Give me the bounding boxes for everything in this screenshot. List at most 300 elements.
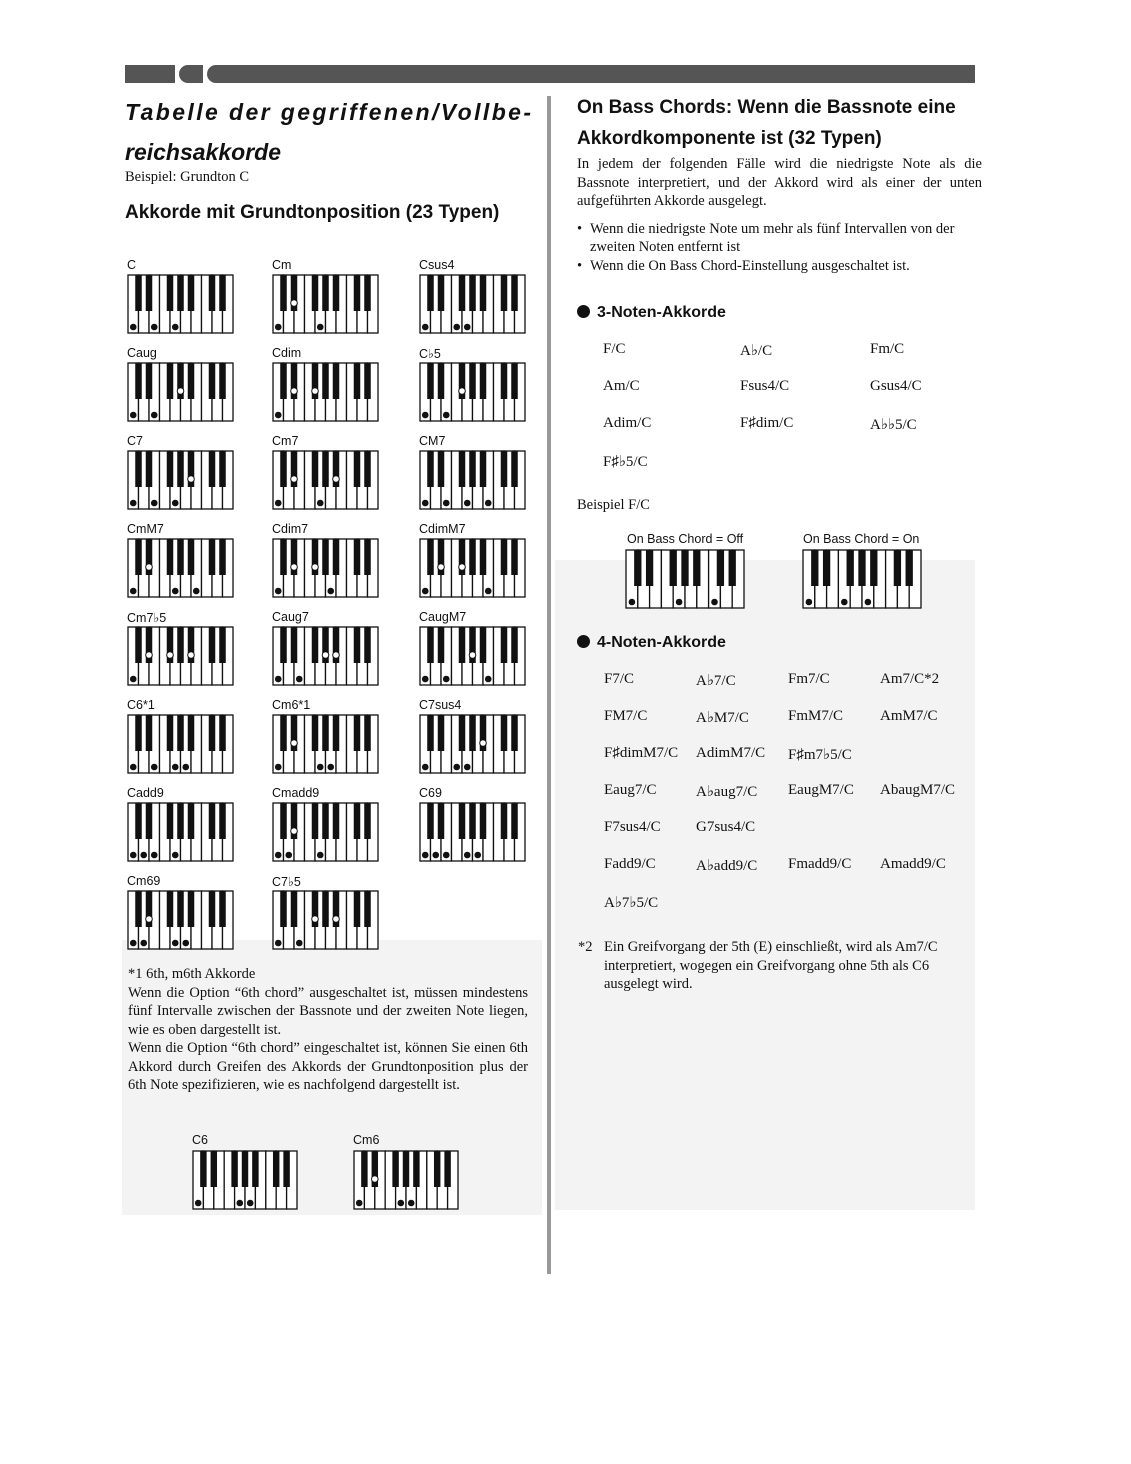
note-marker [327, 764, 334, 771]
black-key [312, 803, 319, 839]
note-marker [167, 652, 174, 659]
black-key [427, 275, 434, 311]
chord-diagram [127, 714, 234, 774]
note-marker [182, 764, 189, 771]
black-key [681, 550, 688, 586]
note-marker [422, 324, 429, 331]
black-key [438, 275, 445, 311]
note-marker [333, 916, 340, 923]
four-note-chord: A♭7/C [696, 673, 736, 689]
black-key [188, 803, 195, 839]
black-key [146, 451, 153, 487]
note-marker [312, 564, 319, 571]
black-key [364, 363, 371, 399]
black-key [135, 627, 142, 663]
four-note-chord: Amadd9/C [880, 856, 946, 872]
note-marker [443, 500, 450, 507]
note-marker [480, 740, 487, 747]
black-key [717, 550, 724, 586]
bass-example-diagram [802, 549, 922, 609]
note-marker [188, 476, 195, 483]
note-marker [130, 500, 137, 507]
note-marker [356, 1200, 363, 1207]
black-key [438, 627, 445, 663]
three-note-chord: F/C [603, 341, 626, 357]
black-key [167, 715, 174, 751]
four-note-chord: AbaugM7/C [880, 782, 955, 798]
black-key [501, 803, 508, 839]
black-key [427, 803, 434, 839]
chord-label: Cdim [272, 346, 302, 360]
black-key [280, 539, 287, 575]
note-marker [296, 940, 303, 947]
four-note-chord: A♭M7/C [696, 710, 749, 726]
black-key [188, 275, 195, 311]
black-key [135, 363, 142, 399]
black-key [188, 363, 195, 399]
chord-keyboard [127, 626, 234, 686]
note-marker [151, 764, 158, 771]
footnote-1-text-1: Wenn die Option “6th chord” ausgeschaltet ist, müssen mindestens fünf Intervalle zwischen der Bassnote und der zweiten Note liegen, wie es oben dargestellt ist. [128, 984, 528, 1038]
black-key [511, 803, 518, 839]
black-key [280, 891, 287, 927]
note-marker [193, 588, 200, 595]
black-key [354, 891, 361, 927]
chord-label: Caug [127, 346, 157, 360]
black-key [146, 363, 153, 399]
note-marker [275, 588, 282, 595]
four-note-chord: AdimM7/C [696, 745, 766, 761]
note-marker [676, 599, 683, 606]
footnote-2-label: *2 [578, 939, 593, 955]
black-key [906, 550, 913, 586]
black-key [322, 803, 329, 839]
chord-keyboard [419, 714, 526, 774]
note-marker [464, 324, 471, 331]
black-key [333, 715, 340, 751]
chord-keyboard [419, 274, 526, 334]
note-marker [275, 324, 282, 331]
black-key [811, 550, 818, 586]
sixth-chord-keyboard [192, 1150, 298, 1210]
note-marker [291, 564, 298, 571]
note-marker [438, 564, 445, 571]
sixth-chord-diagram [192, 1150, 298, 1210]
note-marker [398, 1200, 405, 1207]
note-marker [322, 652, 329, 659]
four-note-chord: F♯dimM7/C [604, 745, 679, 761]
black-key [354, 803, 361, 839]
chord-label: CaugM7 [419, 610, 467, 624]
note-marker [459, 564, 466, 571]
chord-keyboard [127, 890, 234, 950]
black-key [146, 275, 153, 311]
footnote-1-text-2: Wenn die Option “6th chord” eingeschaltet ist, können Sie einen 6th Akkord durch Greifen des Akkords der Grundtonposition plus der 6th Note spezifizieren, wie es nachfolgend dargestellt ist. [128, 1040, 528, 1093]
black-key [280, 627, 287, 663]
chord-keyboard [127, 274, 234, 334]
note-marker [172, 324, 179, 331]
four-note-chord: F♯m7♭5/C [788, 747, 852, 763]
chord-label: Cm69 [127, 874, 161, 888]
black-key [354, 451, 361, 487]
chord-label: Cm6*1 [272, 698, 311, 712]
black-key [438, 715, 445, 751]
four-note-chord: FmM7/C [788, 708, 844, 724]
note-marker [453, 764, 460, 771]
chord-keyboard [419, 538, 526, 598]
note-marker [285, 852, 292, 859]
four-note-chord: F7sus4/C [604, 819, 661, 835]
black-key [511, 363, 518, 399]
note-marker [140, 940, 147, 947]
note-marker [865, 599, 872, 606]
note-marker [443, 676, 450, 683]
note-marker [317, 852, 324, 859]
note-marker [130, 852, 137, 859]
note-marker [151, 412, 158, 419]
bass-off-label: On Bass Chord = Off [627, 532, 744, 546]
black-key [177, 891, 184, 927]
header-bar [125, 65, 975, 83]
black-key [167, 275, 174, 311]
note-marker [275, 412, 282, 419]
four-note-chord: A♭7♭5/C [604, 895, 659, 911]
chord-keyboard [419, 362, 526, 422]
note-marker [195, 1200, 202, 1207]
black-key [333, 275, 340, 311]
note-marker [317, 500, 324, 507]
chord-diagram [127, 626, 234, 686]
black-key [501, 715, 508, 751]
black-key [177, 803, 184, 839]
black-key [438, 363, 445, 399]
chord-label: C69 [419, 786, 442, 800]
note-marker [182, 940, 189, 947]
note-marker [275, 764, 282, 771]
note-marker [151, 500, 158, 507]
chord-diagram [272, 890, 379, 950]
black-key [364, 539, 371, 575]
black-key [501, 627, 508, 663]
bullet-item-2: • Wenn die On Bass Chord-Einstellung ausgeschaltet ist. [577, 257, 982, 276]
chord-label: Cm7 [272, 434, 299, 448]
black-key [823, 550, 830, 586]
bullet-list [577, 220, 982, 276]
black-key [211, 1151, 217, 1187]
black-key [283, 1151, 289, 1187]
on-bass-heading-line-2: Akkordkomponente ist (32 Typen) [577, 128, 882, 149]
footnote-1 [128, 965, 528, 1095]
black-key [364, 891, 371, 927]
black-key [469, 539, 476, 575]
black-key [392, 1151, 398, 1187]
chord-keyboard [419, 802, 526, 862]
black-key [427, 715, 434, 751]
black-key [670, 550, 677, 586]
chord-keyboard [127, 450, 234, 510]
right-shade [555, 560, 975, 1210]
chord-label: Cadd9 [127, 786, 164, 800]
note-marker [188, 652, 195, 659]
right-column [577, 92, 982, 275]
black-key [209, 803, 216, 839]
black-key [469, 715, 476, 751]
black-key [729, 550, 736, 586]
sixth-chord-label: C6 [192, 1133, 208, 1147]
bass-example-diagram [625, 549, 745, 609]
four-note-chord: Am7/C*2 [880, 671, 940, 687]
black-key [177, 627, 184, 663]
note-marker [130, 940, 137, 947]
note-marker [291, 740, 298, 747]
four-note-heading [577, 634, 726, 652]
chord-keyboard [419, 450, 526, 510]
chord-diagram [419, 714, 526, 774]
note-marker [464, 852, 471, 859]
note-marker [485, 588, 492, 595]
black-key [847, 550, 854, 586]
black-key [135, 275, 142, 311]
black-key [188, 539, 195, 575]
black-key [501, 363, 508, 399]
black-key [135, 891, 142, 927]
title-line-1: Tabelle der gegriffenen/Vollbe- [125, 99, 534, 125]
black-key [444, 1151, 450, 1187]
note-marker [146, 564, 153, 571]
black-key [459, 627, 466, 663]
note-marker [629, 599, 636, 606]
black-key [209, 891, 216, 927]
black-key [219, 363, 226, 399]
black-key [354, 275, 361, 311]
chord-diagram [127, 890, 234, 950]
black-key [209, 627, 216, 663]
note-marker [317, 764, 324, 771]
three-note-chord: F♯dim/C [740, 415, 794, 431]
black-key [188, 715, 195, 751]
intro-text: In jedem der folgenden Fälle wird die niedrigste Note als die Bassnote interpretiert, und der Akkord wird als einer der unten aufgeführten Akkorde ausgelegt. [577, 156, 982, 209]
black-key [434, 1151, 440, 1187]
bullet-dot-icon [577, 305, 590, 318]
four-note-chord: AmM7/C [880, 708, 938, 724]
black-key [427, 451, 434, 487]
note-marker [146, 652, 153, 659]
black-key [364, 803, 371, 839]
bullet-dot-icon [577, 635, 590, 648]
black-key [312, 275, 319, 311]
note-marker [130, 412, 137, 419]
chord-label: C6*1 [127, 698, 155, 712]
black-key [354, 715, 361, 751]
chord-diagram [127, 538, 234, 598]
three-note-chord: Adim/C [603, 415, 652, 431]
chord-label: CmM7 [127, 522, 164, 536]
black-key [146, 715, 153, 751]
black-key [427, 363, 434, 399]
chord-diagram [272, 450, 379, 510]
chord-label: C [127, 258, 137, 272]
note-marker [237, 1200, 244, 1207]
note-marker [408, 1200, 415, 1207]
note-marker [711, 599, 718, 606]
black-key [167, 539, 174, 575]
note-marker [422, 588, 429, 595]
black-key [219, 803, 226, 839]
note-marker [172, 940, 179, 947]
footnote-2-text: Ein Greifvorgang der 5th (E) einschließt, wird als Am7/C interpretiert, wogegen ein Greifvorgang ohne 5th als C6 ausgelegt wird. [604, 939, 938, 992]
chord-keyboard [419, 626, 526, 686]
section-heading: Akkorde mit Grundtonposition (23 Typen) [125, 201, 500, 223]
chord-diagram [127, 362, 234, 422]
note-marker [172, 852, 179, 859]
sixth-chord-label: Cm6 [353, 1133, 380, 1147]
note-marker [464, 500, 471, 507]
note-marker [151, 324, 158, 331]
black-key [501, 451, 508, 487]
title-line-2: reichsakkorde [125, 139, 281, 165]
black-key [894, 550, 901, 586]
note-marker [841, 599, 848, 606]
three-note-chord: Fm/C [870, 341, 905, 357]
black-key [511, 627, 518, 663]
black-key [200, 1151, 206, 1187]
black-key [135, 451, 142, 487]
chord-label: Cdim7 [272, 522, 309, 536]
note-marker [291, 388, 298, 395]
chord-diagram [272, 538, 379, 598]
black-key [364, 451, 371, 487]
black-key [167, 363, 174, 399]
black-key [693, 550, 700, 586]
chord-keyboard [127, 802, 234, 862]
four-note-heading-text: 4-Noten-Akkorde [597, 634, 726, 651]
black-key [209, 451, 216, 487]
note-marker [443, 852, 450, 859]
black-key [219, 627, 226, 663]
black-key [427, 539, 434, 575]
four-note-chord: G7sus4/C [696, 819, 756, 835]
black-key [364, 627, 371, 663]
chord-keyboard [272, 802, 379, 862]
note-marker [422, 412, 429, 419]
chord-diagram [272, 714, 379, 774]
chord-diagram [419, 802, 526, 862]
note-marker [172, 588, 179, 595]
footnote-2 [578, 938, 978, 994]
chord-label: Caug7 [272, 610, 309, 624]
note-marker [275, 940, 282, 947]
black-key [354, 363, 361, 399]
four-note-chord: Fm7/C [788, 671, 830, 687]
note-marker [422, 764, 429, 771]
black-key [333, 363, 340, 399]
chord-diagram [272, 802, 379, 862]
black-key [427, 627, 434, 663]
black-key [354, 627, 361, 663]
note-marker [333, 652, 340, 659]
page-title [125, 92, 535, 172]
chord-diagram [419, 450, 526, 510]
note-marker [485, 676, 492, 683]
black-key [135, 715, 142, 751]
chord-keyboard [272, 626, 379, 686]
black-key [646, 550, 653, 586]
note-marker [432, 852, 439, 859]
black-key [870, 550, 877, 586]
chord-label: C7sus4 [419, 698, 462, 712]
three-note-chord: A♭♭5/C [870, 417, 917, 433]
black-key [291, 891, 298, 927]
black-key [469, 363, 476, 399]
note-marker [296, 676, 303, 683]
sixth-chord-keyboard [353, 1150, 459, 1210]
four-note-chord: A♭add9/C [696, 858, 758, 874]
note-marker [172, 764, 179, 771]
note-marker [422, 676, 429, 683]
black-key [459, 715, 466, 751]
black-key [280, 275, 287, 311]
black-key [403, 1151, 409, 1187]
black-key [459, 803, 466, 839]
bass-example-keyboard [802, 549, 922, 609]
on-bass-heading-line-1: On Bass Chords: Wenn die Bassnote eine [577, 97, 956, 118]
bullet-item-1: • Wenn die niedrigste Note um mehr als fünf Intervallen von der zweiten Noten entfernt ist [577, 220, 982, 257]
black-key [480, 627, 487, 663]
chord-keyboard [272, 274, 379, 334]
note-marker [443, 412, 450, 419]
note-marker [485, 500, 492, 507]
black-key [167, 803, 174, 839]
black-key [322, 539, 329, 575]
left-column [125, 92, 535, 228]
note-marker [291, 828, 298, 835]
chord-keyboard [272, 890, 379, 950]
black-key [209, 715, 216, 751]
black-key [252, 1151, 258, 1187]
note-marker [275, 676, 282, 683]
black-key [291, 627, 298, 663]
chord-keyboard [272, 362, 379, 422]
note-marker [422, 500, 429, 507]
example-root: Beispiel: Grundton C [125, 169, 250, 185]
black-key [480, 451, 487, 487]
note-marker [333, 476, 340, 483]
note-marker [372, 1176, 379, 1183]
black-key [209, 539, 216, 575]
chord-label: CM7 [419, 434, 446, 448]
black-key [135, 539, 142, 575]
black-key [231, 1151, 237, 1187]
black-key [312, 451, 319, 487]
black-key [209, 363, 216, 399]
black-key [333, 803, 340, 839]
note-marker [459, 388, 466, 395]
chord-keyboard [127, 538, 234, 598]
black-key [280, 803, 287, 839]
chord-label: C7♭5 [272, 875, 301, 889]
black-key [280, 363, 287, 399]
black-key [280, 715, 287, 751]
black-key [501, 539, 508, 575]
note-marker [327, 588, 334, 595]
four-note-chord: Eaug7/C [604, 782, 657, 798]
chord-label: Csus4 [419, 258, 455, 272]
black-key [469, 451, 476, 487]
black-key [322, 715, 329, 751]
four-note-chord: Fmadd9/C [788, 856, 852, 872]
black-key [322, 451, 329, 487]
chord-keyboard [272, 538, 379, 598]
